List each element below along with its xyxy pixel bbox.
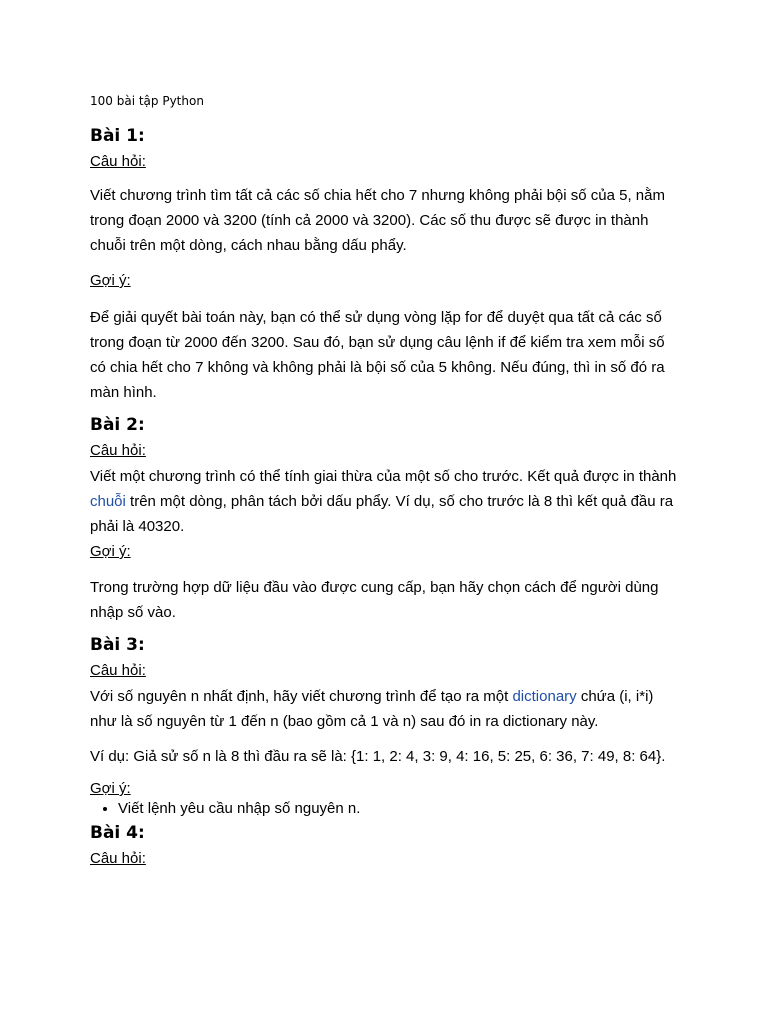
exercise-1-hint: Để giải quyết bài toán này, bạn có thể sử dụng vòng lặp for để duyệt qua tất cả các số trong đoạn từ 2000 đến 3200. Sau đó, bạn sử dụng câu lệnh if để kiểm tra xem mỗi số có chia hết cho 7 không và không phải là bội số của 5 không. Nếu đúng, thì in số đó ra màn hình.: [90, 309, 665, 401]
exercise-1-hint-label: Gợi ý:: [90, 272, 131, 289]
exercise-3-dictionary-link[interactable]: dictionary: [512, 688, 577, 705]
exercise-3-hint-list: [90, 799, 680, 819]
exercise-1: [90, 124, 680, 405]
exercise-3: [90, 633, 680, 819]
exercise-2-question-label: Câu hỏi:: [90, 442, 146, 459]
exercise-2-string-link[interactable]: chuỗi: [90, 493, 126, 510]
exercise-2-question: [90, 464, 680, 539]
exercise-4-question-label: Câu hỏi:: [90, 850, 146, 867]
exercise-2-question-text-1: Viết một chương trình có thể tính giai thừa của một số cho trước. Kết quả được in thành: [90, 468, 677, 485]
exercise-2-heading: Bài 2:: [90, 415, 145, 435]
exercise-1-question: Viết chương trình tìm tất cả các số chia hết cho 7 nhưng không phải bội số của 5, nằm trong đoạn 2000 và 3200 (tính cả 2000 và 3200). Các số thu được sẽ được in thành chuỗi trên một dòng, cách nhau bằng dấu phẩy.: [90, 187, 665, 254]
exercise-3-question: [90, 684, 680, 734]
exercise-1-heading: Bài 1:: [90, 126, 145, 146]
exercise-2-hint-label: Gợi ý:: [90, 543, 131, 560]
exercise-3-question-text-1: Với số nguyên n nhất định, hãy viết chương trình để tạo ra một: [90, 688, 513, 705]
exercise-2-hint: Trong trường hợp dữ liệu đầu vào được cung cấp, bạn hãy chọn cách để người dùng nhập số vào.: [90, 579, 659, 621]
document-title: 100 bài tập Python: [90, 94, 204, 108]
exercise-4: [90, 821, 680, 869]
exercise-3-question-label: Câu hỏi:: [90, 662, 146, 679]
exercise-3-question-text-2: chứa (i, i*i) như là số nguyên từ 1 đến n (bao gồm cả 1 và n) sau đó in ra dictionary này.: [90, 688, 654, 730]
exercise-4-heading: Bài 4:: [90, 823, 145, 843]
exercise-3-hint-item: • Viết lệnh yêu cầu nhập số nguyên n.: [118, 799, 680, 819]
exercise-1-question-label: Câu hỏi:: [90, 153, 146, 170]
exercise-3-example: Ví dụ: Giả sử số n là 8 thì đầu ra sẽ là: {1: 1, 2: 4, 3: 9, 4: 16, 5: 25, 6: 36, 7: 49, 8: 64}.: [90, 748, 666, 765]
exercise-2-question-text-2: trên một dòng, phân tách bởi dấu phẩy. Ví dụ, số cho trước là 8 thì kết quả đầu ra phải là 40320.: [90, 493, 674, 535]
exercise-2: [90, 413, 680, 625]
exercise-3-hint-label: Gợi ý:: [90, 780, 131, 797]
exercise-3-heading: Bài 3:: [90, 635, 145, 655]
document-content: [90, 124, 680, 869]
